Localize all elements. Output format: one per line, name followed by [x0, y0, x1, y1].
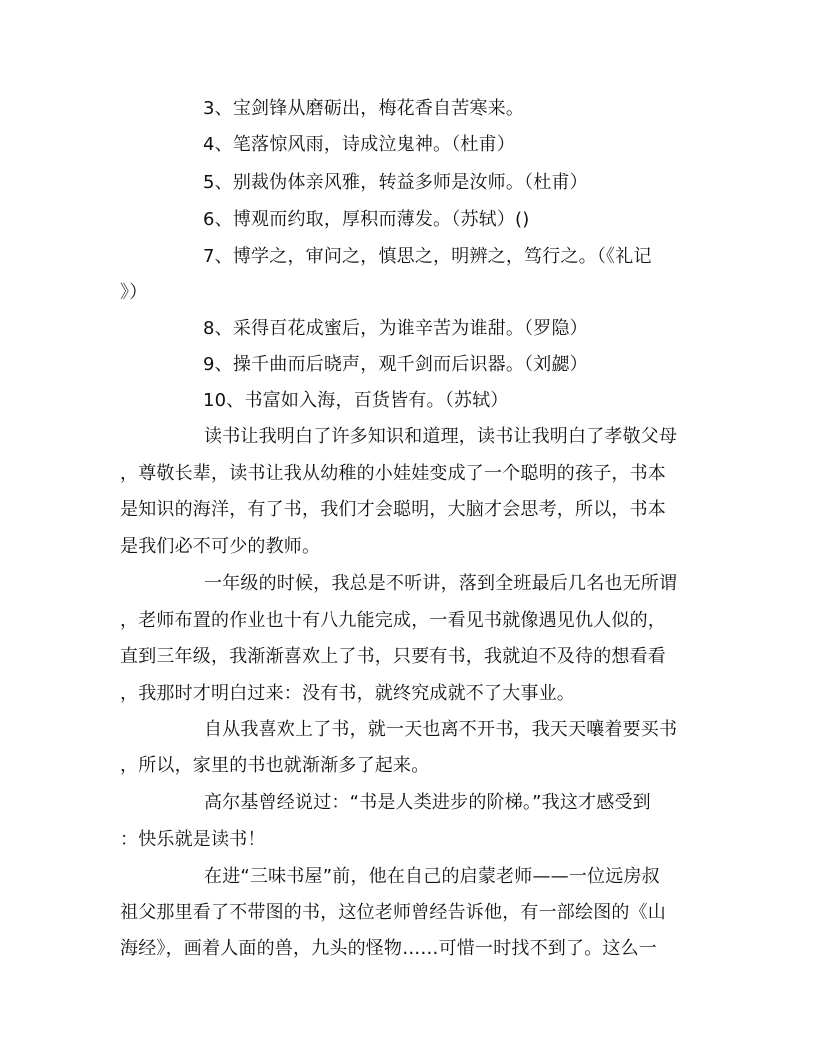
paragraph-2-line-4: ，我那时才明白过来：没有书，就终究成就不了大事业。 [120, 683, 575, 704]
paragraph-1-line-3: 是知识的海洋，有了书，我们才会聪明，大脑才会思考，所以，书本 [120, 499, 666, 520]
quote-line-10: 10、书富如入海，百货皆有。（苏轼） [203, 390, 509, 411]
quote-line-9: 9、操千曲而后晓声，观千剑而后识器。（刘勰） [203, 354, 588, 375]
paragraph-4-line-2: ：快乐就是读书！ [120, 829, 266, 850]
paragraph-1-line-1: 读书让我明白了许多知识和道理，读书让我明白了孝敬父母 [204, 426, 678, 447]
paragraph-2-line-1: 一年级的时候，我总是不听讲，落到全班最后几名也无所谓 [204, 573, 678, 594]
quote-line-7-continued: 》） [120, 282, 148, 303]
quote-line-7: 7、博学之，审问之，慎思之，明辨之，笃行之。（《礼记 [203, 246, 652, 267]
paragraph-2-line-3: 直到三年级，我渐渐喜欢上了书，只要有书，我就迫不及待的想看看 [120, 646, 666, 667]
paragraph-5-line-1: 在进“三味书屋”前，他在自己的启蒙老师——一位远房叔 [204, 866, 660, 887]
paragraph-1-line-2: ，尊敬长辈，读书让我从幼稚的小娃娃变成了一个聪明的孩子，书本 [120, 463, 666, 484]
quote-line-8: 8、采得百花成蜜后，为谁辛苦为谁甜。（罗隐） [203, 318, 588, 339]
paragraph-3-line-1: 自从我喜欢上了书，就一天也离不开书，我天天嚷着要买书 [204, 719, 678, 740]
paragraph-1-line-4: 是我们必不可少的教师。 [120, 536, 321, 557]
paragraph-5-line-2: 祖父那里看了不带图的书，这位老师曾经告诉他，有一部绘图的《山 [120, 902, 666, 923]
quote-line-3: 3、宝剑锋从磨砺出，梅花香自苦寒来。 [203, 98, 525, 119]
paragraph-2-line-2: ，老师布置的作业也十有八九能完成，一看见书就像遇见仇人似的， [120, 610, 666, 631]
paragraph-4-line-1: 高尔基曾经说过：“书是人类进步的阶梯。”我这才感受到 [204, 792, 651, 813]
paragraph-3-line-2: ，所以，家里的书也就渐渐多了起来。 [120, 755, 430, 776]
quote-line-6: 6、博观而约取，厚积而薄发。（苏轼）() [203, 209, 530, 230]
paragraph-5-line-3: 海经》，画着人面的兽，九头的怪物……可惜一时找不到了。这么一 [120, 938, 657, 959]
quote-line-5: 5、别裁伪体亲风雅，转益多师是汝师。（杜甫） [203, 172, 588, 193]
quote-line-4: 4、笔落惊风雨，诗成泣鬼神。（杜甫） [203, 134, 516, 155]
